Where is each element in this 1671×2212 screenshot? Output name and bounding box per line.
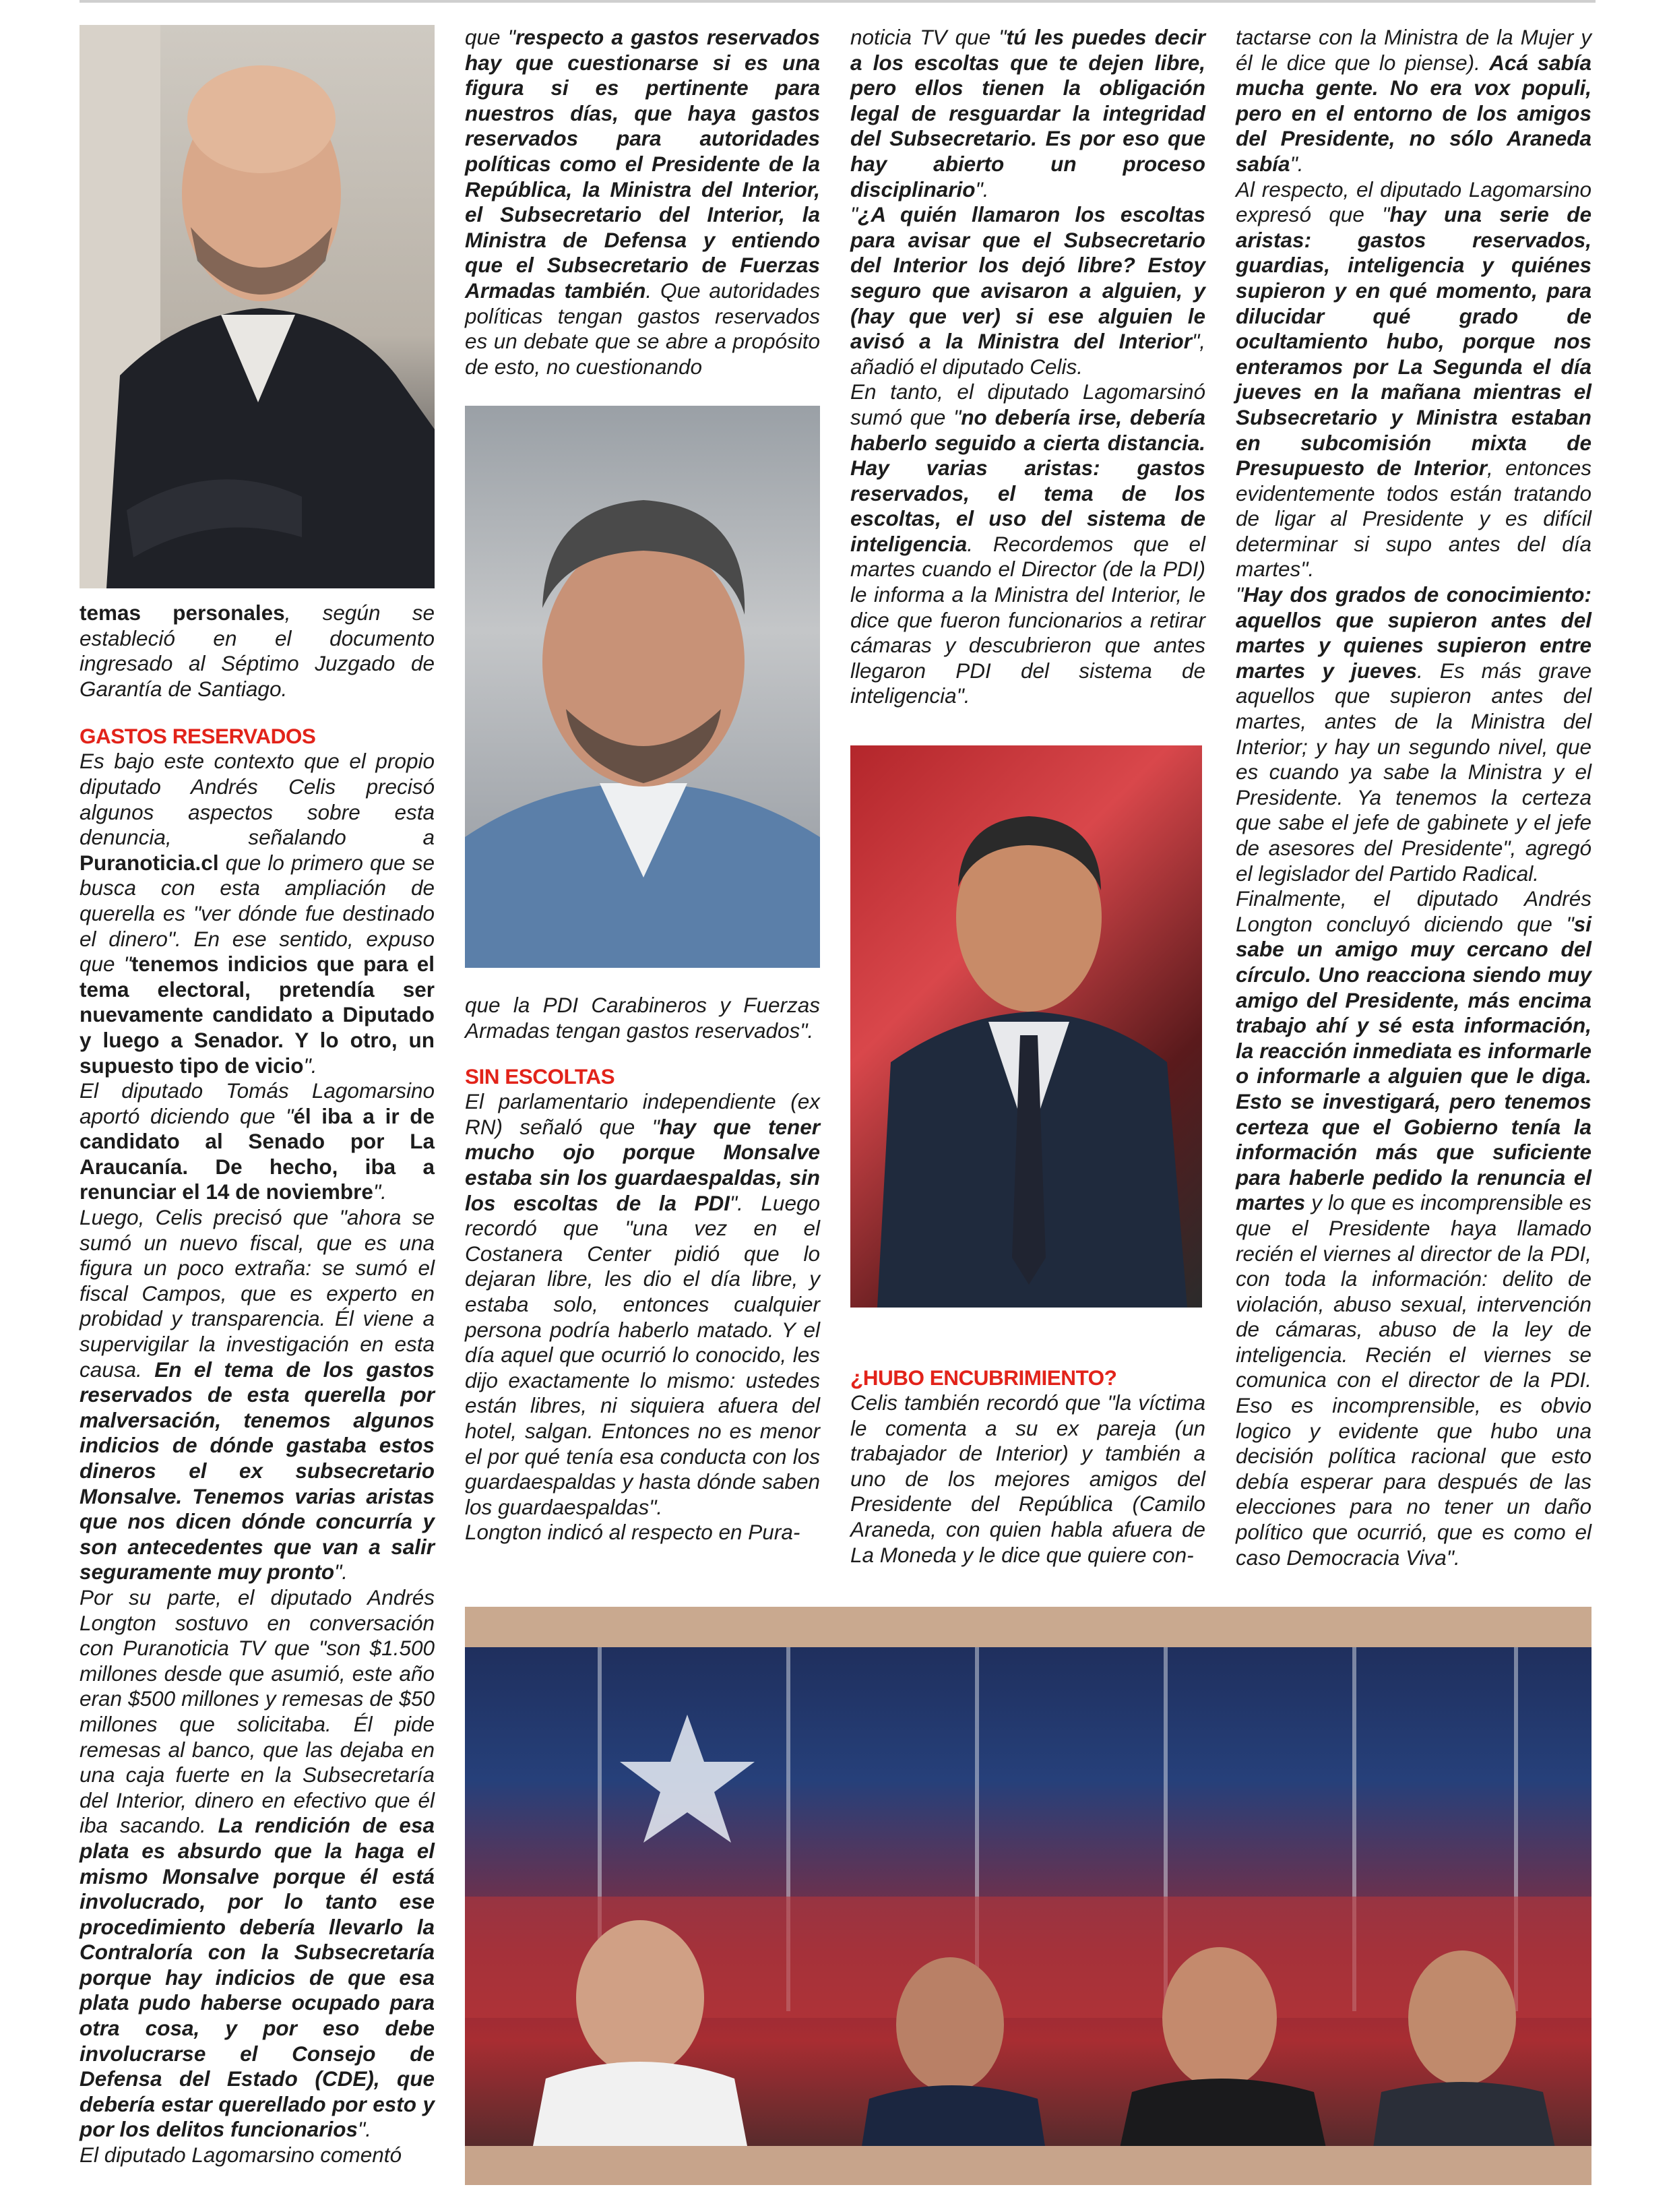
col3-paragraph-1: noticia TV que "tú les puedes decir a los escoltas que te dejen libre, pero ellos tienen la obligación legal de resguardar la integridad del Subsecretario. Es por eso que hay abierto un proceso disciplinario". <box>850 25 1205 202</box>
col1-paragraph-3: El diputado Tomás Lagomarsino aportó diciendo que "él iba a ir de candidato al Senado por La Araucanía. De hecho, iba a renunciar el 14 de noviembre". <box>80 1078 435 1204</box>
portrait-graphic-celis <box>80 25 435 588</box>
col4-paragraph-4: Finalmente, el diputado Andrés Longton concluyó diciendo que "si sabe un amigo muy cercano del círculo. Uno reacciona siendo muy amigo del Presidente, más encima trabajo ahí y sé esta información, la reacción inmediata es informarle o informarle a alguien que le diga. Esto se investigará, pero tenemos certeza que el Gobierno tenía la información más que suficiente para haberle pedido la renuncia el martes y lo que es incomprensible es que el Presidente haya llamado recién el viernes al director de la PDI, con toda la información: delito de violación, abuso sexual, intervención de cámaras, abuso de la ley de inteligencia. Recién el viernes se comunica con el director de la PDI. Eso es incomprensible, es obvio logico y evidente que hubo una decisión política racional que esto debía esperar para después de las elecciones para no tener un daño político que ocurrió, que es como el caso Democracia Viva". <box>1236 886 1591 1570</box>
col2-paragraph-3: El parlamentario independiente (ex RN) señaló que "hay que tener mucho ojo porque Monsalve estaba sin los guardaespaldas, sin los escoltas de la PDI". Luego recordó que "una vez en el Costanera Center pidió que lo dejaran libre, les dio el día libre, y estaba solo, entonces cualquier persona podría haberlo matado. Y el día aquel que ocurrió lo conocido, les dijo exactamente lo mismo: ustedes están libres, ni siquiera afuera del hotel, salgan. Entonces no es menor el por qué tenía esa conducta con los guardaespaldas y hasta dónde saben los guardaespaldas". <box>465 1089 821 1519</box>
photo-panel <box>465 1607 1591 2185</box>
portrait-graphic-lagomarsino <box>465 406 820 968</box>
col2-paragraph-1: que "respecto a gastos reservados hay que cuestionarse si es una figura si es pertinente para nuestros días, que haya gastos reservados para autoridades políticas como el Presidente de la República, la Ministra del Interior, el Subsecretario del Interior, la Ministra de Defensa y entiendo que el Subsecretario de Fuerzas Armadas también. Que autoridades políticas tengan gastos reservados es un debate que se abre a propósito de esto, no cuestionando <box>465 25 820 379</box>
column-2-bottom <box>465 993 820 1545</box>
col1-paragraph-5: Por su parte, el diputado Andrés Longton sostuvo en conversación con Puranoticia TV que "son $1.500 millones desde que asumió, este año eran $500 millones y remesas de $50 millones que solicitaba. Él pide remesas al banco, que las dejaba en una caja fuerte en la Subsecretaría del Interior, dinero en efectivo que él iba sacando. La rendición de esa plata es absurdo que la haga el mismo Monsalve porque él está involucrado, por lo tanto ese procedimiento debería llevarlo la Contraloría con la Subsecretaría porque hay indicios de que esa plata pudo haberse ocupado para otra cosa, y por eso debe involucrarse el Consejo de Defensa del Estado (CDE), que debería estar querellado por esto y por los delitos funcionarios". <box>80 1585 435 2142</box>
column-3-bottom <box>850 1365 1205 1568</box>
col1-paragraph-4: Luego, Celis precisó que "ahora se sumó un nuevo fiscal, que es una figura un poco extraña: se sumó el fiscal Campos, que es experto en probidad y transparencia. Él viene a supervigilar la investigación en esta causa. En el tema de los gastos reservados de esta querella por malversación, tenemos algunos indicios de dónde gastaba estos dineros el ex subsecretario Monsalve. Tenemos varias aristas que nos dicen dónde concurría y son antecedentes que van a salir seguramente muy pronto". <box>80 1205 435 1585</box>
col2-paragraph-2: que la PDI Carabineros y Fuerzas Armadas tengan gastos reservados". <box>465 993 820 1043</box>
top-rule <box>80 0 1596 3</box>
panel-graphic <box>465 1607 1591 2185</box>
portrait-graphic-longton <box>850 745 1202 1308</box>
column-2-top <box>465 25 820 379</box>
col4-paragraph-1: tactarse con la Ministra de la Mujer y él le dice que lo piense). Acá sabía mucha gente. No era vox populi, pero en el entorno de los amigos del Presidente, no sólo Araneda sabía". <box>1236 25 1592 176</box>
photo-lagomarsino <box>465 406 820 968</box>
col3-paragraph-2: "¿A quién llamaron los escoltas para avisar que el Subsecretario del Interior los dejó libre? Estoy seguro que avisaron a alguien, y (hay que ver) si ese alguien le avisó a la Ministra del Interior", añadió el diputado Celis. <box>850 202 1205 379</box>
heading-hubo-encubrimiento: ¿HUBO ENCUBRIMIENTO? <box>850 1365 1117 1390</box>
col4-paragraph-3: "Hay dos grados de conocimiento: aquellos que supieron antes del martes y quienes supieron entre martes y jueves. Es más grave aquellos que supieron antes del martes, antes de la Ministra del Interior; y hay un segundo nivel, que es cuando ya sabe la Ministra y el Presidente. Ya tenemos la certeza que sabe el jefe de gabinete y el jefe de asesores del Presidente", agregó el legislador del Partido Radical. <box>1236 582 1591 886</box>
heading-gastos-reservados: GASTOS RESERVADOS <box>80 724 316 749</box>
col1-paragraph-6: El diputado Lagomarsino comentó <box>80 2143 402 2168</box>
column-4 <box>1236 25 1591 1570</box>
col4-paragraph-2: Al respecto, el diputado Lagomarsino expresó que "hay una serie de aristas: gastos reservados, guardias, inteligencia y quiénes supieron y en qué momento, para dilucidar qué grado de ocultamiento hubo, porque nos enteramos por La Segunda el día jueves en la mañana mientras el Subsecretario y Ministra estaban en subcomisión mixta de Presupuesto de Interior, entonces evidentemente todos están tratando de ligar al Presidente y es difícil determinar si supo antes del día martes". <box>1236 177 1591 582</box>
photo-longton <box>850 745 1202 1308</box>
heading-sin-escoltas: SIN ESCOLTAS <box>465 1064 615 1089</box>
column-3-top <box>850 25 1205 709</box>
col1-paragraph-2: Es bajo este contexto que el propio diputado Andrés Celis precisó algunos aspectos sobre esta denuncia, señalando a Puranoticia.cl que lo primero que se busca con esta ampliación de querella es "ver dónde fue destinado el dinero". En ese sentido, expuso que "tenemos indicios que para el tema electoral, pretendía ser nuevamente candidato a Diputado y luego a Senador. Y lo otro, un supuesto tipo de vicio". <box>80 749 435 1078</box>
col3-paragraph-4: Celis también recordó que "la víctima le comenta a su ex pareja (un trabajador de Interior) y también a uno de los mejores amigos del Presidente del República (Camilo Araneda, con quien habla afuera de La Moneda y le dice que quiere con- <box>850 1390 1205 1567</box>
photo-celis <box>80 25 435 588</box>
column-1 <box>80 601 435 2168</box>
col3-paragraph-3: En tanto, el diputado Lagomarsinó sumó que "no debería irse, debería haberlo seguido a cierta distancia. Hay varias aristas: gastos reservados, el tema de los escoltas, el uso del sistema de inteligencia. Recordemos que el martes cuando el Director (de la PDI) le informa a la Ministra del Interior, le dice que fueron funcionarios a retirar cámaras y descubrieron que antes llegaron PDI del sistema de inteligencia". <box>850 379 1205 708</box>
col2-paragraph-4: Longton indicó al respecto en Pura- <box>465 1520 800 1545</box>
col1-paragraph-1: temas personales, según se estableció en el documento ingresado al Séptimo Juzgado de Garantía de Santiago. <box>80 601 435 701</box>
